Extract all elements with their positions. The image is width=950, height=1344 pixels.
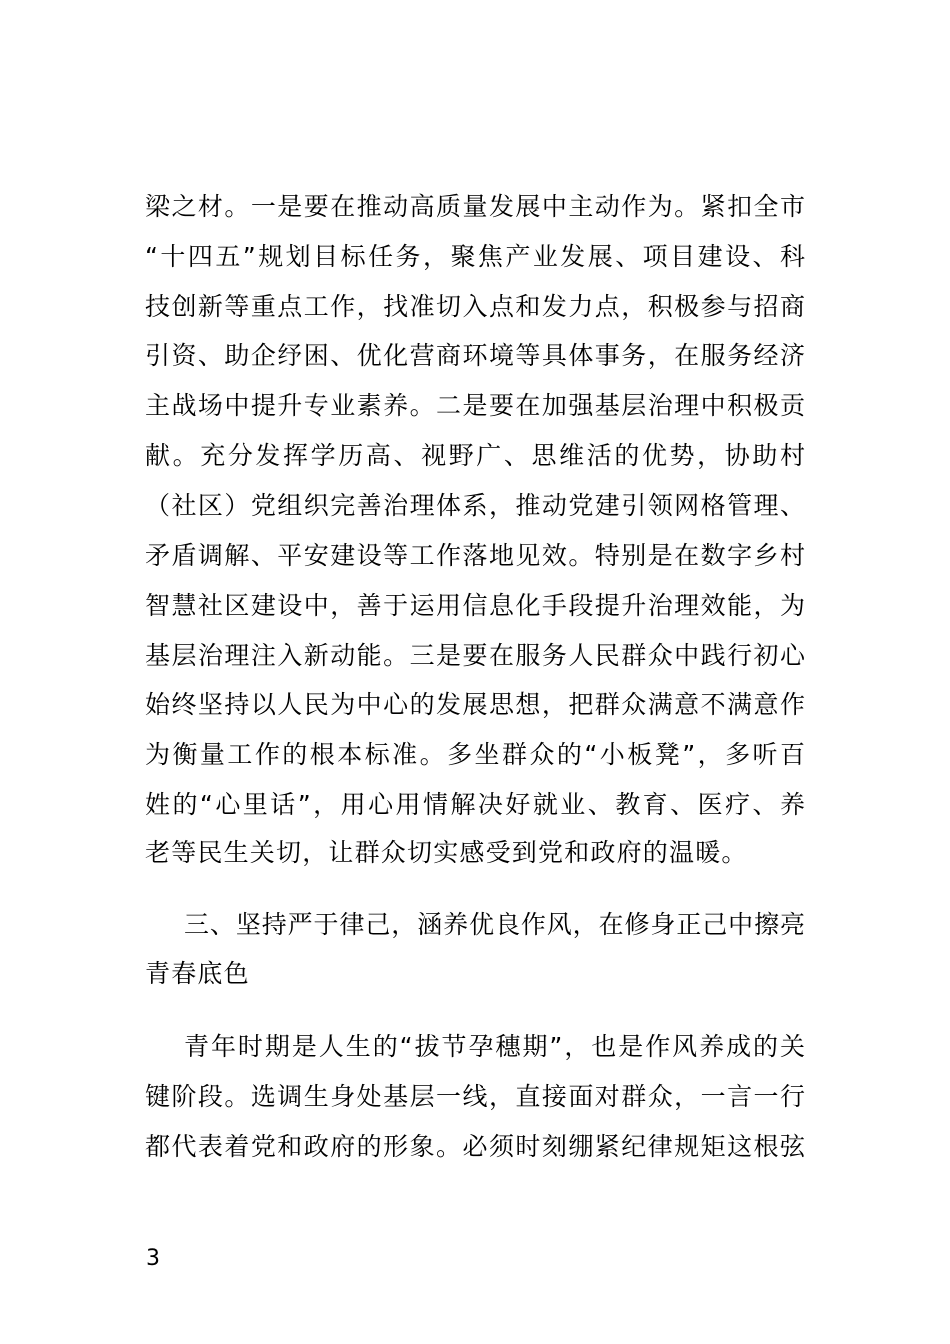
text-line: 矛盾调解、平安建设等工作落地见效。特别是在数字乡村 [145,541,805,570]
text-line: 智慧社区建设中，善于运用信息化手段提升治理效能，为 [145,591,805,620]
text-line: 始终坚持以人民为中心的发展思想，把群众满意不满意作 [145,690,805,719]
text-line: 基层治理注入新动能。三是要在服务人民群众中践行初心 [145,641,805,670]
text-line: “十四五”规划目标任务，聚焦产业发展、项目建设、科 [145,242,805,271]
text-line: 老等民生关切，让群众切实感受到党和政府的温暖。 [145,838,748,867]
text-line: 姓的“心里话”，用心用情解决好就业、教育、医疗、养 [145,790,805,819]
text-line: 引资、助企纾困、优化营商环境等具体事务，在服务经济 [145,341,805,370]
text-line: （社区）党组织完善治理体系，推动党建引领网格管理、 [145,491,805,520]
text-line: 主战场中提升专业素养。二是要在加强基层治理中积极贡 [145,391,805,420]
page-number: 3 [146,1246,160,1271]
heading-line: 三、坚持严于律己，涵养优良作风，在修身正己中擦亮 [184,910,805,939]
text-line: 技创新等重点工作，找准切入点和发力点，积极参与招商 [145,292,805,321]
text-line: 键阶段。选调生身处基层一线，直接面对群众，一言一行 [145,1082,805,1111]
heading-line: 青春底色 [145,959,250,988]
text-line: 献。充分发挥学历高、视野广、思维活的优势，协助村 [145,441,805,470]
text-line: 梁之材。一是要在推动高质量发展中主动作为。紧扣全市 [145,192,805,221]
text-line: 为衡量工作的根本标准。多坐群众的“小板凳”，多听百 [145,740,805,769]
text-line: 都代表着党和政府的形象。必须时刻绷紧纪律规矩这根弦 [145,1132,805,1161]
text-line: 青年时期是人生的“拔节孕穗期”，也是作风养成的关 [184,1032,805,1061]
